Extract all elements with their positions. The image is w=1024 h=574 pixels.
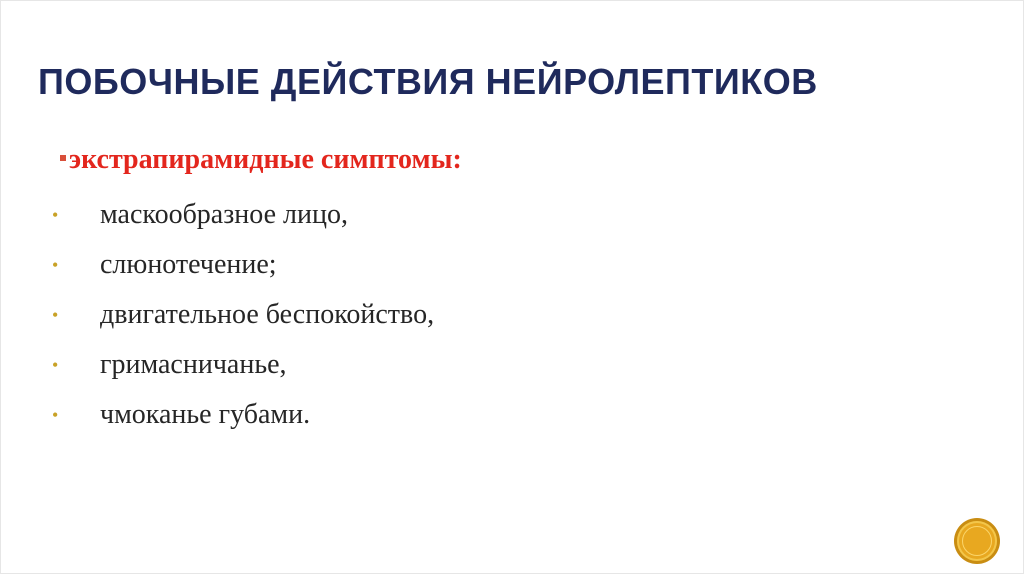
bullet-dot-icon: • — [52, 205, 59, 225]
slide-title: ПОБОЧНЫЕ ДЕЙСТВИЯ НЕЙРОЛЕПТИКОВ — [38, 61, 818, 102]
list-item-text: двигательное беспокойство, — [100, 299, 435, 330]
list-item — [52, 340, 434, 390]
list-item — [52, 390, 434, 440]
symptom-list — [52, 190, 434, 440]
list-item-text: гримасничанье, — [100, 349, 287, 380]
list-item — [52, 290, 434, 340]
page-number-ring — [962, 526, 992, 556]
subheading-text: экстрапирамидные симптомы: — [69, 144, 462, 175]
subheading — [60, 140, 462, 180]
bullet-dot-icon: • — [52, 255, 59, 275]
bullet-dot-icon: • — [52, 305, 59, 325]
square-bullet-icon — [60, 155, 66, 161]
list-item-text: маскообразное лицо, — [100, 199, 348, 230]
bullet-dot-icon: • — [52, 355, 59, 375]
list-item-text: слюнотечение; — [100, 249, 277, 280]
list-item — [52, 240, 434, 290]
list-item-text: чмоканье губами. — [100, 399, 311, 430]
bullet-dot-icon: • — [52, 405, 59, 425]
list-item — [52, 190, 434, 240]
page-number-badge — [957, 521, 997, 561]
